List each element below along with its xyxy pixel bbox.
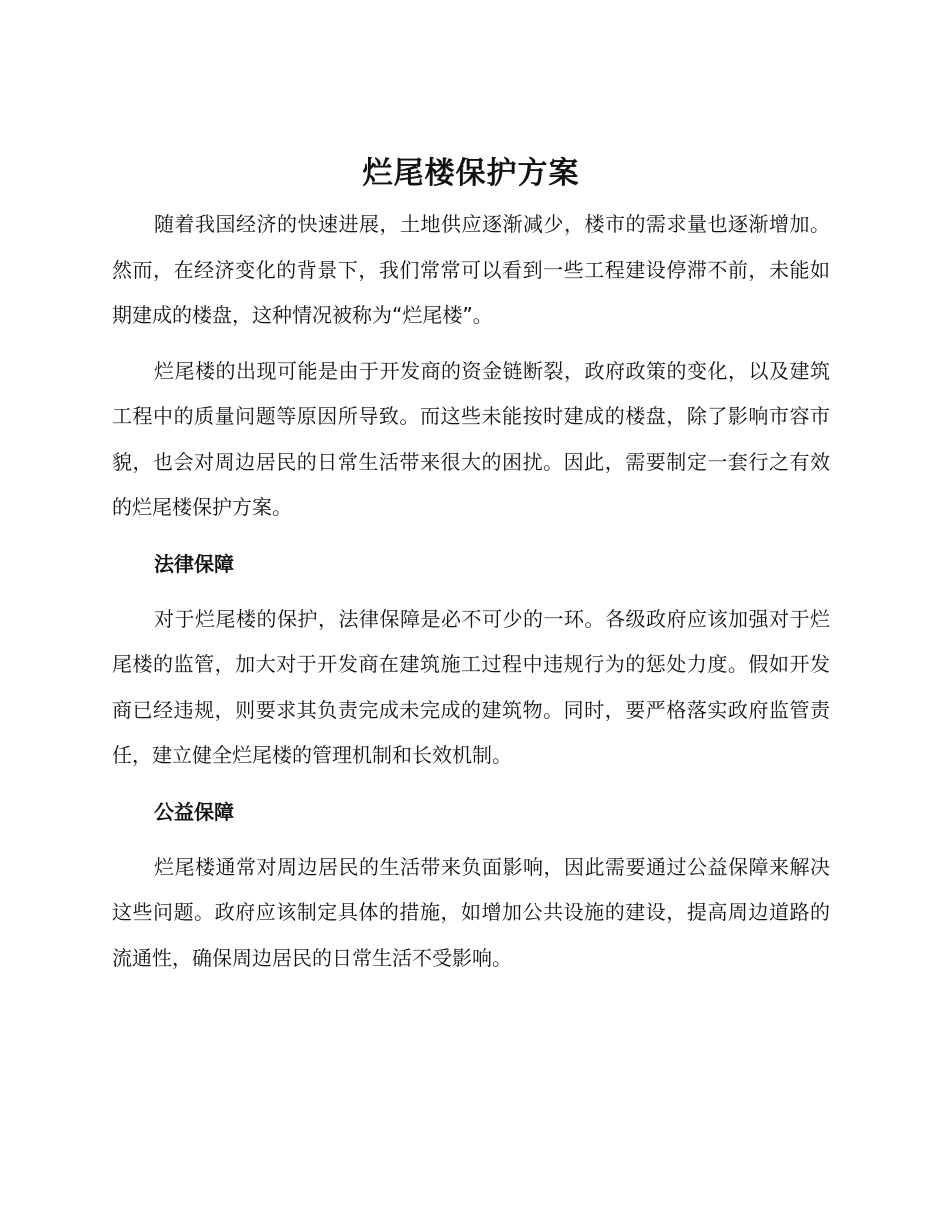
section-body-public-welfare: 烂尾楼通常对周边居民的生活带来负面影响，因此需要通过公益保障来解决这些问题。政府应该制定具体的措施，如增加公共设施的建设，提高周边道路的流通性，确保周边居民的日常生活不受影响。	[112, 854, 830, 970]
section-heading-legal: 法律保障	[154, 551, 234, 576]
intro-paragraph-1: 随着我国经济的快速进展，土地供应逐渐减少，楼市的需求量也逐渐增加。然而，在经济变化的背景下，我们常常可以看到一些工程建设停滞不前，未能如期建成的楼盘，这种情况被称为“烂尾楼”。	[112, 212, 830, 327]
intro-paragraph-2: 烂尾楼的出现可能是由于开发商的资金链断裂，政府政策的变化，以及建筑工程中的质量问题等原因所导致。而这些未能按时建成的楼盘，除了影响市容市貌，也会对周边居民的日常生活带来很大的困扰。因此，需要制定一套行之有效的烂尾楼保护方案。	[112, 358, 830, 519]
document-page	[112, 150, 830, 991]
section-body-legal: 对于烂尾楼的保护，法律保障是必不可少的一环。各级政府应该加强对于烂尾楼的监管，加大对于开发商在建筑施工过程中违规行为的惩处力度。假如开发商已经违规，则要求其负责完成未完成的建筑物。同时，要严格落实政府监管责任，建立健全烂尾楼的管理机制和长效机制。	[112, 606, 830, 767]
document-title: 烂尾楼保护方案	[362, 156, 580, 191]
section-heading-public-welfare: 公益保障	[154, 799, 234, 824]
